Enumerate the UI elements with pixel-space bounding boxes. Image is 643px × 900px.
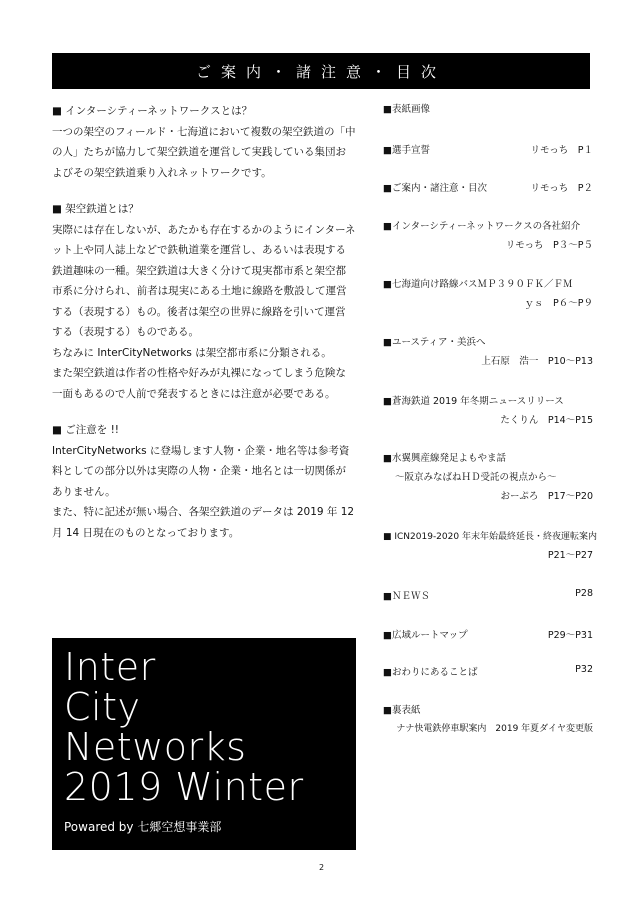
toc-title: ■ＮＥＷＳ <box>383 591 430 602</box>
toc-entry <box>383 664 593 678</box>
header-bar <box>52 53 590 89</box>
toc-title: ■裏表紙 <box>383 705 421 716</box>
paragraph: 実際には存在しないが、あたかも存在するかのようにインターネット上や同人誌上などで鉄軌道業を運営し、あるいは表現する鉄道趣味の一種。架空鉄道は大きく分けて現実都市系と架空都市系に分けられ、前者は現実にある土地に線路を敷設して運営する（表現する）もの。後者は架空の世界に線路を引いて運営する（表現する）ものである。 <box>52 223 356 338</box>
paragraph: また、特に記述が無い場合、各架空鉄道のデータは 2019 年 12 月 14 日現在のものとなっております。 <box>52 506 355 539</box>
toc-pages: P29～P31 <box>547 630 593 641</box>
toc-entry <box>383 450 593 502</box>
toc-entry <box>383 142 593 156</box>
toc-pages: おーぷろ P17～P20 <box>500 491 593 502</box>
toc-entry <box>383 276 593 309</box>
toc-pages: たくりん P14～P15 <box>500 415 593 426</box>
section-heading: ■ ご注意を !! <box>52 424 120 436</box>
toc-entry <box>383 393 593 426</box>
paragraph: 一つの架空のフィールド・七海道において複数の架空鉄道の「中の人」たちが協力して架空鉄道を運営して実践している集団およびその架空鉄道乗り入れネットワークです。 <box>52 125 356 179</box>
toc-entry <box>383 702 593 734</box>
toc-pages: P28 <box>575 588 593 599</box>
intro-column <box>52 101 356 559</box>
toc-entry <box>383 218 593 251</box>
toc-pages: リモっち P２ <box>530 183 593 194</box>
toc-title: ■ユースティア・美浜へ <box>383 337 486 348</box>
section-about <box>52 101 356 183</box>
toc-entry <box>383 334 593 367</box>
section-heading: ■ インターシティーネットワークスとは？ <box>52 105 253 117</box>
toc-subtitle: ～阪京みなばねＨＤ受託の視点から～ <box>395 472 557 483</box>
toc-pages: リモっち P１ <box>530 145 593 156</box>
toc-title: ■水翼興産線発足よもやま話 <box>383 453 506 464</box>
paragraph: InterCityNetworks に登場します人物・企業・地名等は参考資料としての部分以外は実際の人物・企業・地名とは一切関係がありません。 <box>52 444 350 498</box>
toc-entry <box>383 588 593 602</box>
toc-pages: ナナ快電鉄停車駅案内 2019 年夏ダイヤ変更版 <box>396 724 593 734</box>
toc-entry <box>383 529 597 561</box>
toc-title: ■ ICN2019-2020 年末年始最終延長・終夜運転案内 <box>383 532 597 542</box>
toc-title: ■蒼海鉄道 2019 年冬期ニュースリリース <box>383 396 564 407</box>
toc-pages: 上石原 浩一 P10～P13 <box>481 356 593 367</box>
page-title: ご案内・諸注意・目次 <box>195 62 446 81</box>
paragraph: ちなみに InterCityNetworks は架空都市系に分類される。 <box>52 346 332 359</box>
cover-title: Inter City Networks 2019 Winter <box>64 645 304 809</box>
toc-title: ■インターシティーネットワークスの各社紹介 <box>383 221 581 232</box>
toc-pages: P21～P27 <box>547 550 593 561</box>
toc-entry <box>383 627 593 641</box>
toc-title: ■おわりにあることば <box>383 667 478 678</box>
toc-title: ■ご案内・諸注意・目次 <box>383 183 487 194</box>
toc-entry <box>383 180 593 194</box>
toc-title: ■選手宣誓 <box>383 145 430 156</box>
toc-title: ■七海道向け路線バスＭＰ３９０ＦＫ／ＦＭ <box>383 279 573 290</box>
section-notice <box>52 420 356 543</box>
section-fictional-railway <box>52 199 356 404</box>
toc-pages: P32 <box>575 664 593 675</box>
toc-title: ■表紙画像 <box>383 104 430 115</box>
section-heading: ■ 架空鉄道とは？ <box>52 203 139 215</box>
toc-pages: リモっち P３～P５ <box>505 240 593 251</box>
cover-block <box>52 638 356 850</box>
cover-credit: Powared by 七郷空想事業部 <box>64 820 222 834</box>
toc-entry <box>383 101 593 115</box>
toc-pages: ｙｓ P６～P９ <box>524 298 593 309</box>
toc-title: ■広域ルートマップ <box>383 630 468 641</box>
page-number: 2 <box>318 863 325 872</box>
paragraph: また架空鉄道は作者の性格や好みが丸裸になってしまう危険な一面もあるので人前で発表するときには注意が必要である。 <box>52 367 346 400</box>
